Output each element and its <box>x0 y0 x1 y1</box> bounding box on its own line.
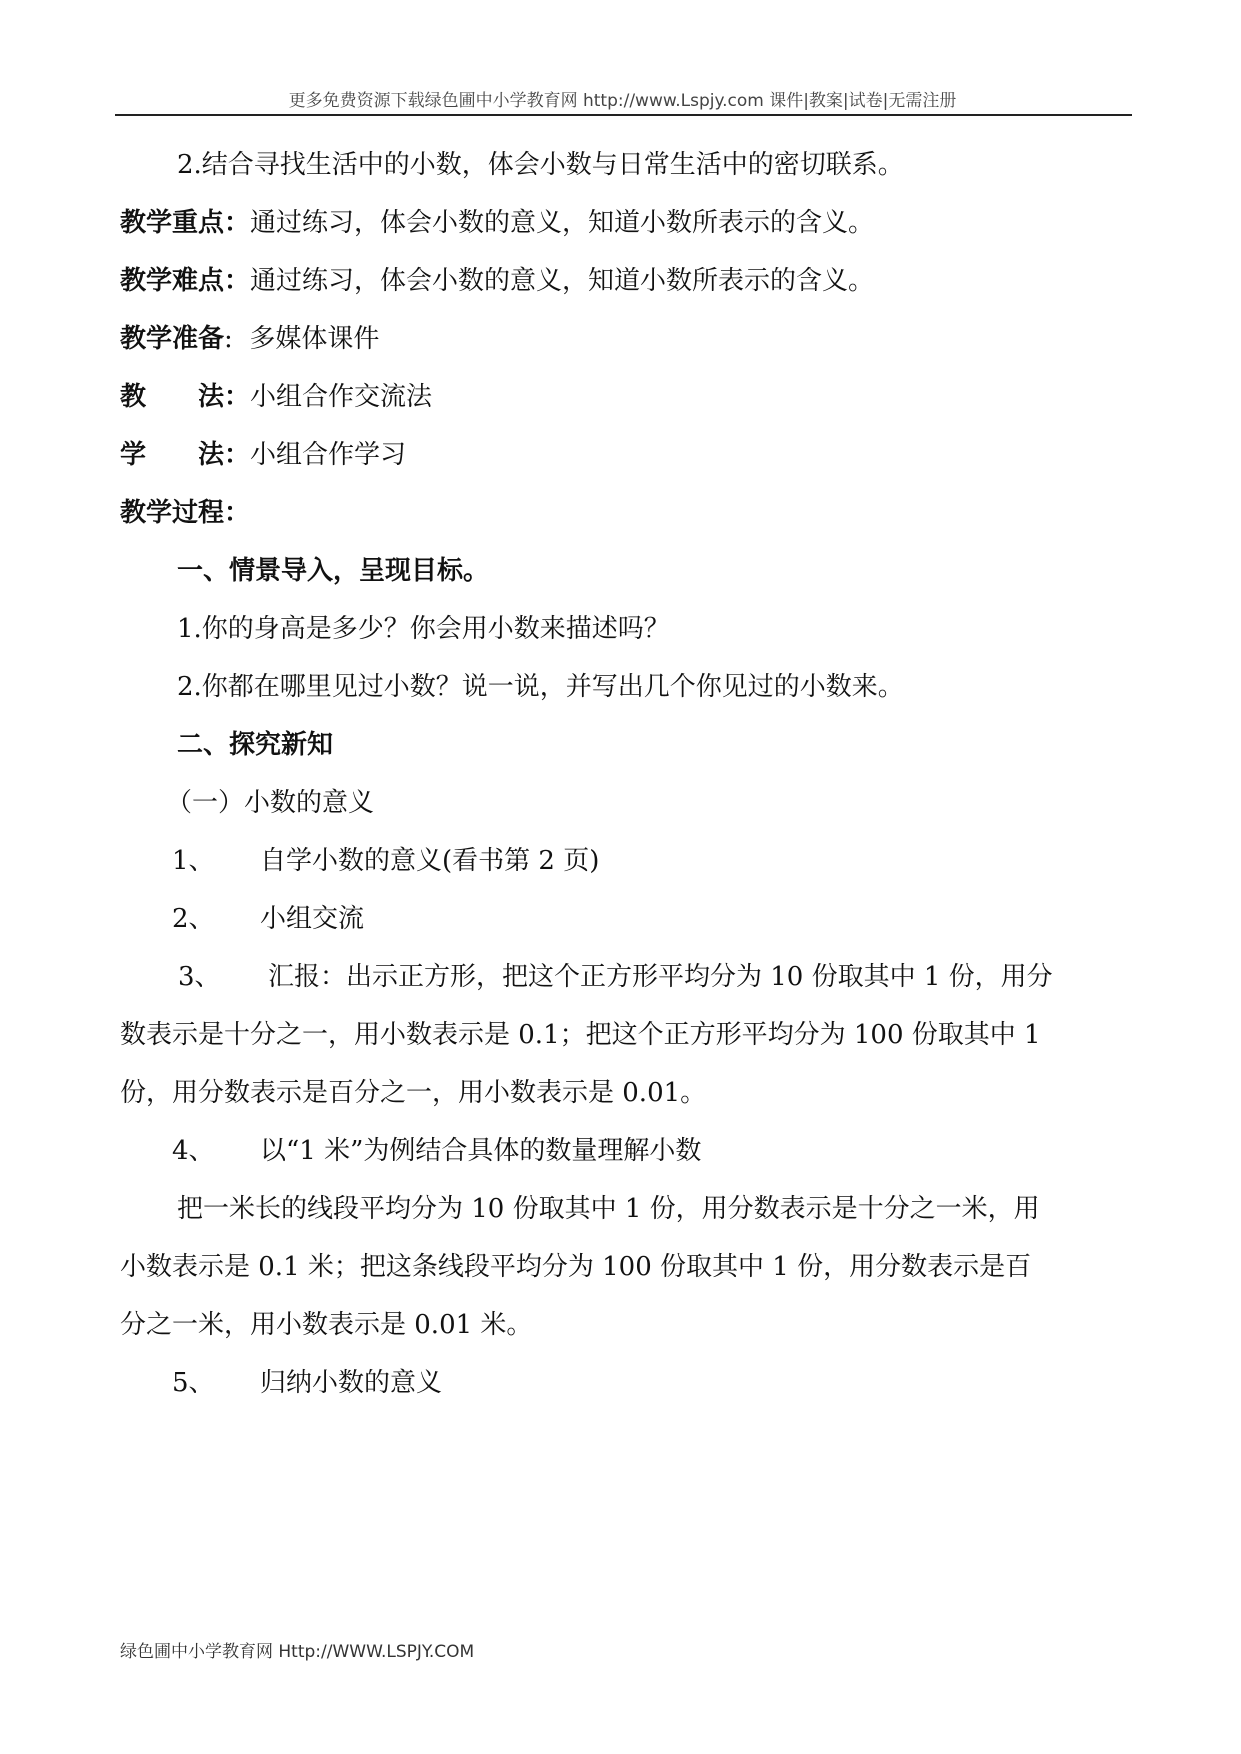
section2-title: 二、探究新知 <box>177 730 334 760</box>
preparation-text: 多媒体课件 <box>249 324 380 354</box>
objective-2: 2.结合寻找生活中的小数，体会小数与日常生活中的密切联系。 <box>177 150 904 180</box>
header-divider <box>115 114 1132 116</box>
key-point-text: 通过练习，体会小数的意义，知道小数所表示的含义。 <box>250 208 875 238</box>
step-3-number: 3、 <box>178 962 221 992</box>
step-1-text: 自学小数的意义(看书第 2 页) <box>260 846 600 876</box>
step-4-text: 以“1 米”为例结合具体的数量理解小数 <box>260 1136 702 1166</box>
step-4 <box>172 1134 701 1168</box>
page-header: 更多免费资源下载绿色圃中小学教育网 http://www.Lspjy.com 课件|教案|试卷|无需注册 <box>288 91 957 111</box>
step-5-number: 5、 <box>172 1368 215 1398</box>
difficulty-label: 教学难点： <box>120 266 251 296</box>
step-5-text: 归纳小数的意义 <box>260 1368 443 1398</box>
difficulty-text: 通过练习，体会小数的意义，知道小数所表示的含义。 <box>250 266 875 296</box>
teaching-method <box>120 380 432 414</box>
study-method <box>120 438 406 472</box>
process-label: 教学过程： <box>120 498 251 528</box>
method-text: 小组合作交流法 <box>250 382 433 412</box>
key-point <box>120 206 874 240</box>
step-5 <box>172 1366 442 1400</box>
step-2-number: 2、 <box>172 904 215 934</box>
step-2-text: 小组交流 <box>260 904 365 934</box>
preparation <box>120 322 379 356</box>
step-4-paragraph-line-3: 分之一米，用小数表示是 0.01 米。 <box>120 1310 533 1340</box>
step-3-line-2: 数表示是十分之一，用小数表示是 0.1；把这个正方形平均分为 100 份取其中 1 <box>120 1020 1041 1050</box>
difficulty <box>120 264 874 298</box>
section1-question-2: 2.你都在哪里见过小数？说一说，并写出几个你见过的小数来。 <box>177 672 904 702</box>
step-3-line-1: 汇报：出示正方形，把这个正方形平均分为 10 份取其中 1 份，用分 <box>268 962 1053 992</box>
step-2 <box>172 902 364 936</box>
step-4-paragraph-line-2: 小数表示是 0.1 米；把这条线段平均分为 100 份取其中 1 份，用分数表示是百 <box>120 1252 1032 1282</box>
study-label: 学 法： <box>120 440 251 470</box>
step-3-line-3: 份，用分数表示是百分之一，用小数表示是 0.01。 <box>120 1078 707 1108</box>
step-1 <box>172 844 599 878</box>
section1-title: 一、情景导入，呈现目标。 <box>177 556 490 586</box>
subsection-1-title: （一）小数的意义 <box>166 788 375 818</box>
page-footer: 绿色圃中小学教育网 Http://WWW.LSPJY.COM <box>120 1642 475 1662</box>
key-point-label: 教学重点： <box>120 208 251 238</box>
section1-question-1: 1.你的身高是多少？你会用小数来描述吗？ <box>177 614 670 644</box>
step-4-number: 4、 <box>172 1136 215 1166</box>
step-1-number: 1、 <box>172 846 215 876</box>
preparation-label: 教学准备 <box>120 324 225 354</box>
study-text: 小组合作学习 <box>250 440 407 470</box>
preparation-colon: : <box>224 324 233 354</box>
step-3 <box>178 960 1053 994</box>
step-4-paragraph-line-1: 把一米长的线段平均分为 10 份取其中 1 份，用分数表示是十分之一米，用 <box>177 1194 1040 1224</box>
method-label: 教 法： <box>120 382 251 412</box>
